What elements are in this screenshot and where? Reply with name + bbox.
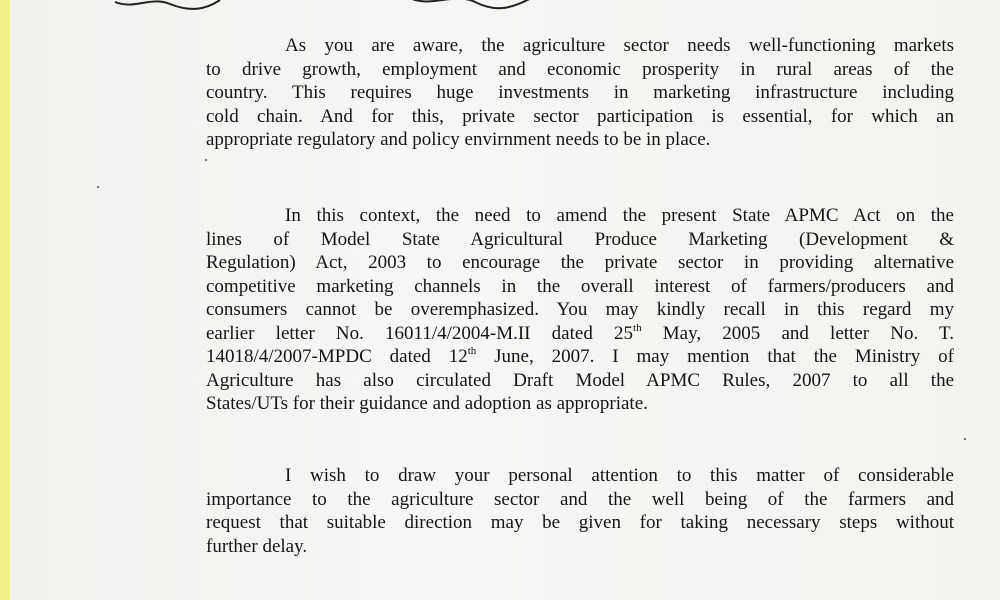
paragraph-line: further delay. bbox=[206, 535, 308, 557]
line-text: earlier letter No. 16011/4/2004-M.II dated 25 bbox=[206, 322, 634, 344]
paragraph-line: importance to the agriculture sector and the well being of the farmers and bbox=[206, 488, 954, 510]
paragraph-line-with-date bbox=[206, 345, 954, 369]
line-text: May, 2005 and letter No. T. bbox=[641, 322, 954, 344]
paragraph-line: States/UTs for their guidance and adoption as appropriate. bbox=[206, 393, 648, 414]
paragraph-line-with-date bbox=[206, 322, 954, 346]
line-text: June, 2007. I may mention that the Ministry of bbox=[476, 346, 955, 367]
paragraph-line: I wish to draw your personal attention to this matter of considerable bbox=[285, 465, 954, 486]
paragraph-line: Regulation) Act, 2003 to encourage the private sector in providing alternative bbox=[206, 252, 954, 273]
paragraph-line: Agriculture has also circulated Draft Model APMC Rules, 2007 to all the bbox=[206, 369, 954, 391]
paragraph-line: country. This requires huge investments in marketing infrastructure including bbox=[206, 82, 954, 103]
paragraph-line: As you are aware, the agriculture sector needs well-functioning markets bbox=[285, 35, 954, 56]
paragraph-line: to drive growth, employment and economic prosperity in rural areas of the bbox=[206, 58, 954, 80]
yellow-margin-strip bbox=[0, 0, 10, 600]
paragraph-line: competitive marketing channels in the overall interest of farmers/producers and bbox=[206, 275, 954, 297]
paragraph-line: lines of Model State Agricultural Produce Marketing (Development & bbox=[206, 228, 954, 250]
paragraph-1 bbox=[206, 34, 954, 152]
date-ordinal-suffix: th bbox=[467, 345, 477, 357]
paragraph-line: request that suitable direction may be given for taking necessary steps without bbox=[206, 512, 954, 533]
scan-speck bbox=[205, 159, 207, 161]
paragraph-2 bbox=[206, 204, 954, 416]
date-ordinal-suffix: th bbox=[633, 321, 642, 334]
scan-speck bbox=[964, 438, 966, 440]
paragraph-3 bbox=[206, 464, 954, 558]
handwritten-signature-icon bbox=[110, 0, 540, 14]
paragraph-line: In this context, the need to amend the present State APMC Act on the bbox=[285, 205, 954, 226]
line-text: 14018/4/2007-MPDC dated 12 bbox=[206, 346, 468, 367]
paragraph-line: cold chain. And for this, private sector participation is essential, for which an bbox=[206, 105, 954, 127]
paragraph-line: appropriate regulatory and policy envirnment needs to be in place. bbox=[206, 129, 711, 150]
scan-speck bbox=[97, 186, 99, 188]
paragraph-line: consumers cannot be overemphasized. You may kindly recall in this regard my bbox=[206, 299, 954, 320]
